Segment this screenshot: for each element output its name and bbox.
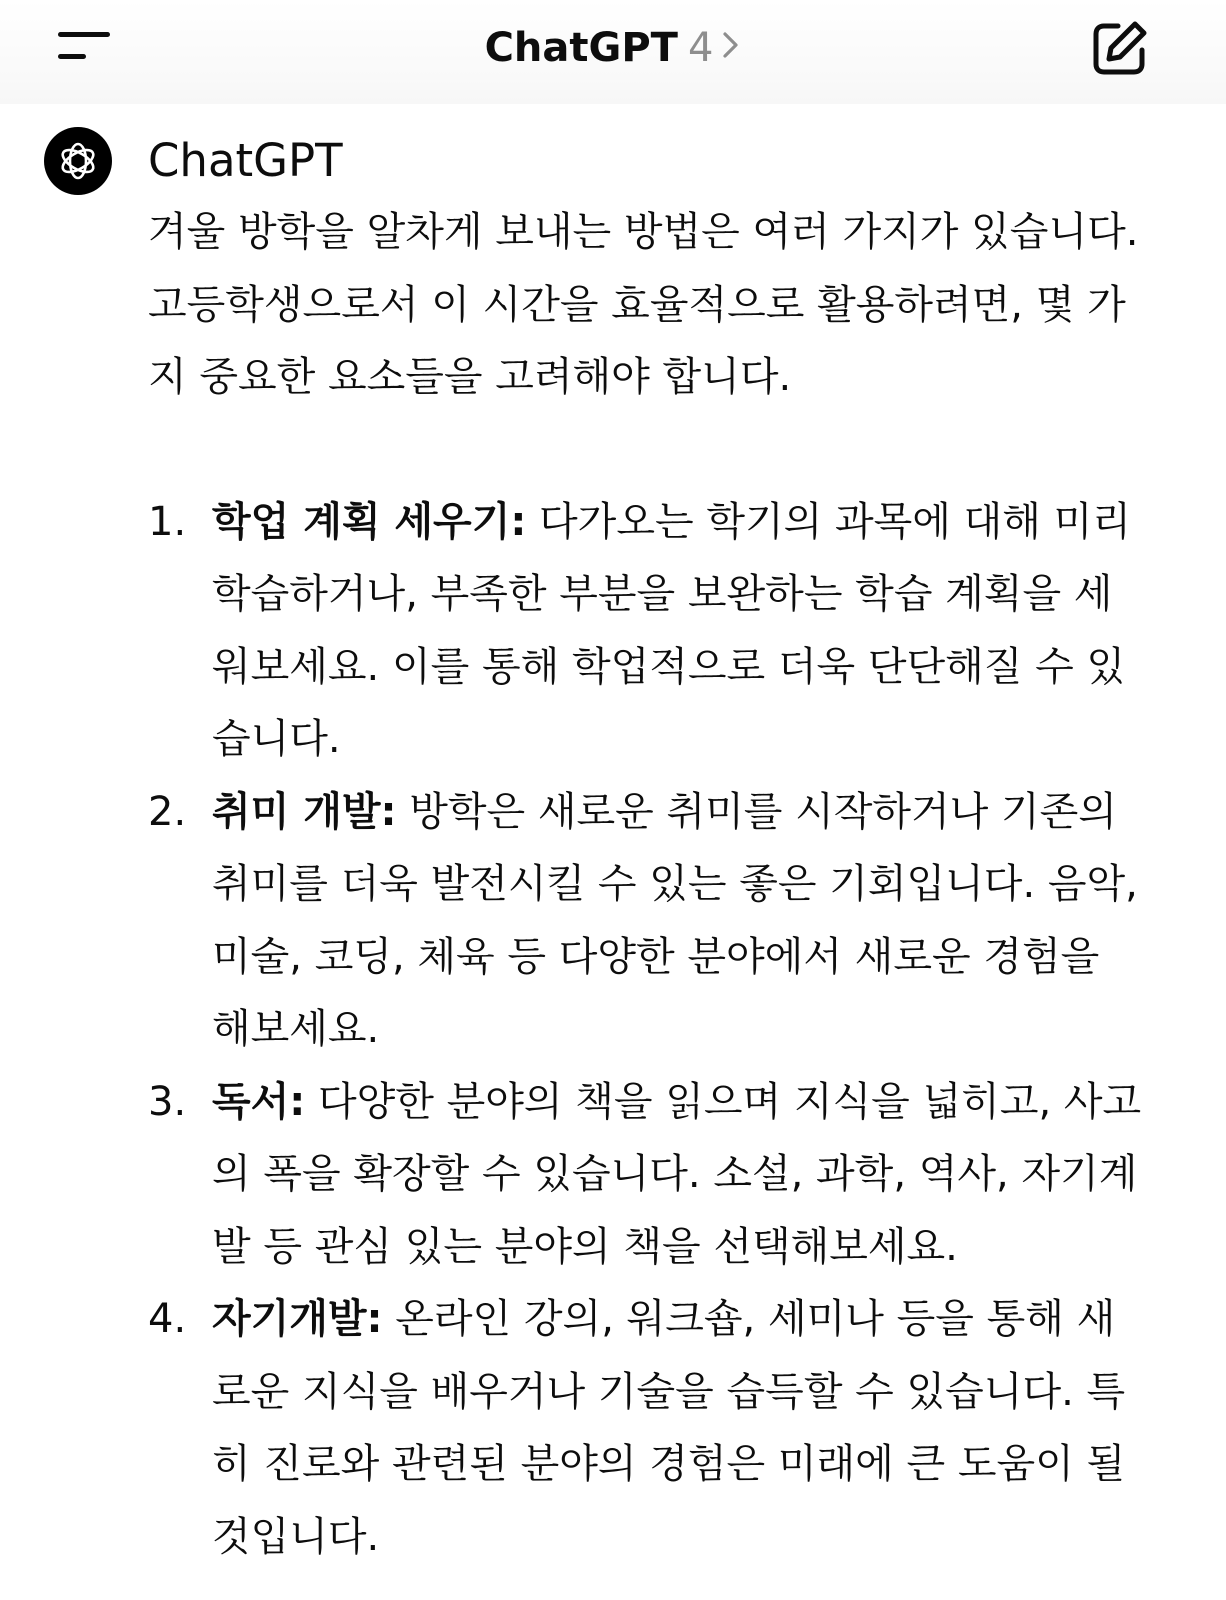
message-intro: 겨울 방학을 알차게 보내는 방법은 여러 가지가 있습니다. 고등학생으로서 이 시간을 효율적으로 활용하려면, 몇 가지 중요한 요소들을 고려해야 합니다. <box>148 209 1139 400</box>
list-item <box>148 776 1148 1066</box>
top-bar <box>0 0 1226 104</box>
list-item-text: 방학은 새로운 취미를 시작하거나 기존의 취미를 더욱 발전시킬 수 있는 좋은 기회입니다. 음악, 미술, 코딩, 체육 등 다양한 분야에서 새로운 경험을 해보세요. <box>212 788 1138 1052</box>
compose-icon <box>1088 18 1150 80</box>
list-item <box>148 1283 1148 1573</box>
list-number: 3. <box>148 1078 187 1125</box>
new-chat-button[interactable] <box>1088 18 1150 80</box>
list-item <box>148 486 1148 776</box>
list-number: 4. <box>148 1296 187 1342</box>
assistant-message <box>148 196 1148 1573</box>
list-item-text: 온라인 강의, 워크숍, 세미나 등을 통해 새로운 지식을 배우거나 기술을 습득할 수 있습니다. 특히 진로와 관련된 분야의 경험은 미래에 큰 도움이 될 것입니다. <box>212 1296 1126 1560</box>
model-name: ChatGPT <box>484 25 678 71</box>
list-item-title: 자기개발: <box>212 1296 383 1342</box>
list-item-text: 다양한 분야의 책을 읽으며 지식을 넓히고, 사고의 폭을 확장할 수 있습니다. 소설, 과학, 역사, 자기계발 등 관심 있는 분야의 책을 선택해보세요. <box>212 1078 1142 1270</box>
list-item-title: 독서: <box>212 1078 306 1125</box>
openai-logo-icon <box>56 139 100 183</box>
list-item-text: 다가오는 학기의 과목에 대해 미리 학습하거나, 부족한 부분을 보완하는 학습 계획을 세워보세요. 이를 통해 학업적으로 더욱 단단해질 수 있습니다. <box>212 498 1131 762</box>
list-item-title: 학업 계획 세우기: <box>212 498 527 545</box>
list-number: 1. <box>148 498 187 545</box>
avatar <box>44 127 112 195</box>
list-item-title: 취미 개발: <box>212 788 397 835</box>
tips-list <box>148 486 1148 1574</box>
sender-name: ChatGPT <box>148 134 343 187</box>
model-selector[interactable] <box>0 22 1226 74</box>
list-item <box>148 1066 1148 1284</box>
model-version: 4 <box>687 25 714 71</box>
chevron-right-icon <box>721 21 741 73</box>
list-number: 2. <box>148 788 187 835</box>
